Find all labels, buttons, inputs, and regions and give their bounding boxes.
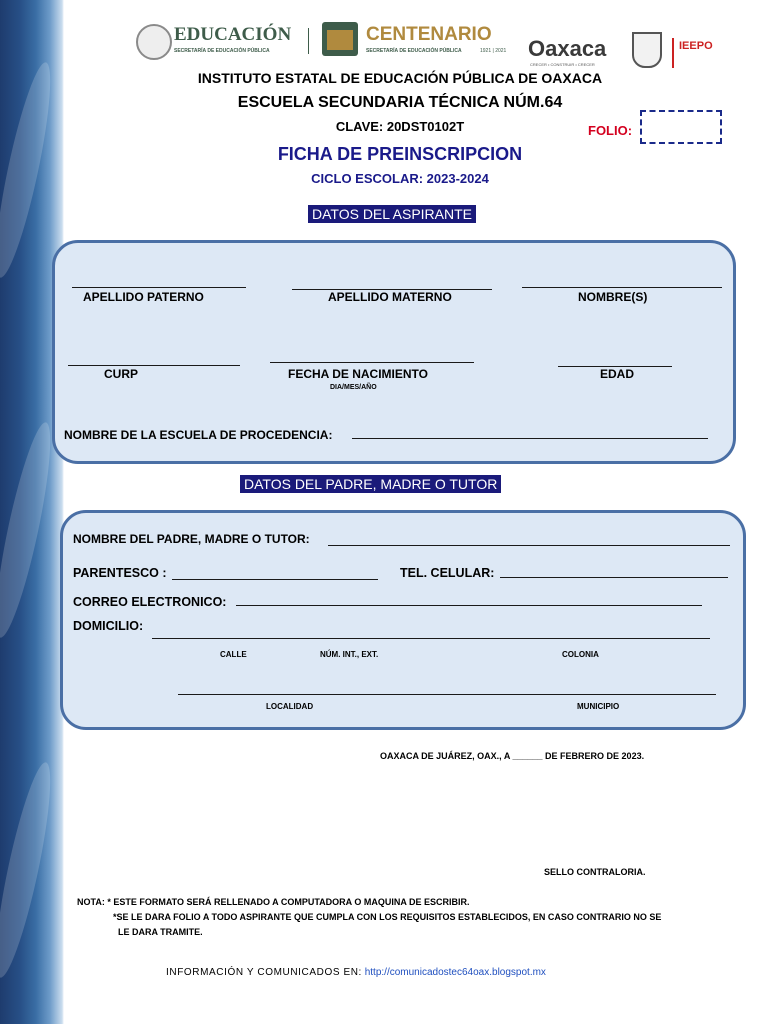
form-title: FICHA DE PREINSCRIPCION [277,144,523,164]
section-title-aspirante: DATOS DEL ASPIRANTE [308,205,476,223]
info-footer [166,967,546,978]
label-calle: CALLE [220,650,247,659]
logo2-years: 1921 | 2021 [480,48,507,54]
label-nombre-tutor: NOMBRE DEL PADRE, MADRE O TUTOR: [73,532,310,546]
sello-contraloria: SELLO CONTRALORIA. [544,867,646,877]
info-label: INFORMACIÓN Y COMUNICADOS EN: [166,967,362,978]
oaxaca-shield-icon [632,32,662,68]
folio-label: FOLIO: [588,123,633,138]
nombres-line[interactable] [522,287,722,288]
label-domicilio: DOMICILIO: [73,619,144,633]
logo2-title: CENTENARIO [366,24,492,45]
label-tel-celular: TEL. CELULAR: [400,566,495,580]
nota-line-1: NOTA: * ESTE FORMATO SERÁ RELLENADO A COMPUTADORA O MAQUINA DE ESCRIBIR. [77,897,470,907]
centenario-logo [322,22,512,62]
label-apellido-paterno: APELLIDO PATERNO [83,290,204,304]
ieepo-logo [672,38,724,68]
institute-name: INSTITUTO ESTATAL DE EDUCACIÓN PÚBLICA DE OAXACA [197,70,603,86]
school-name: ESCUELA SECUNDARIA TÉCNICA NÚM.64 [237,94,563,111]
logo1-subtitle: SECRETARÍA DE EDUCACIÓN PÚBLICA [174,48,270,54]
oaxaca-logo [528,36,624,70]
label-nombres: NOMBRE(S) [578,290,648,304]
logo2-subtitle: SECRETARÍA DE EDUCACIÓN PÚBLICA [366,48,462,54]
nota-line-3: LE DARA TRAMITE. [118,927,203,937]
fecha-nacimiento-line[interactable] [270,362,474,363]
nombre-tutor-line[interactable] [328,545,730,546]
school-clave: CLAVE: 20DST0102T [335,119,465,134]
tel-celular-line[interactable] [500,577,728,578]
curp-line[interactable] [68,365,240,366]
fecha-lugar: OAXACA DE JUÁREZ, OAX., A ______ DE FEBRERO DE 2023. [380,751,645,761]
localidad-line[interactable] [178,694,716,695]
parentesco-line[interactable] [172,579,378,580]
sep-logo [136,22,306,62]
label-edad: EDAD [600,367,635,381]
label-curp: CURP [104,367,139,381]
logo3-subtitle: CRECER • CONSTRUIR • CRECER [530,62,595,67]
apellido-paterno-line[interactable] [72,287,246,288]
label-localidad: LOCALIDAD [266,702,314,711]
decorative-sidebar [0,0,64,1024]
label-parentesco: PARENTESCO : [73,566,167,580]
logo3-title: Oaxaca [528,36,607,61]
label-num: NÚM. INT., EXT. [320,650,379,659]
label-correo: CORREO ELECTRONICO: [73,595,227,609]
label-escuela-procedencia: NOMBRE DE LA ESCUELA DE PROCEDENCIA: [64,428,333,442]
correo-line[interactable] [236,605,702,606]
coat-of-arms-icon [136,24,172,60]
folio-box[interactable] [640,110,722,144]
logo4-text: IEEPO [679,40,713,52]
label-apellido-materno: APELLIDO MATERNO [328,290,452,304]
section-title-tutor: DATOS DEL PADRE, MADRE O TUTOR [240,475,501,493]
escuela-procedencia-line[interactable] [352,438,708,439]
info-link[interactable]: http://comunicadostec64oax.blogspot.mx [364,967,546,978]
label-municipio: MUNICIPIO [577,702,620,711]
fecha-format-hint: DIA/MES/AÑO [330,384,377,391]
school-cycle: CICLO ESCOLAR: 2023-2024 [311,171,489,186]
label-colonia: COLONIA [562,650,599,659]
building-icon [322,22,358,56]
nota-line-2: *SE LE DARA FOLIO A TODO ASPIRANTE QUE CUMPLA CON LOS REQUISITOS ESTABLECIDOS, EN CASO CONTRARIO NO SE [113,912,662,922]
logo1-title: EDUCACIÓN [174,24,292,45]
label-fecha-nacimiento: FECHA DE NACIMIENTO [288,367,429,381]
domicilio-line[interactable] [152,638,710,639]
logo-divider [308,28,309,54]
